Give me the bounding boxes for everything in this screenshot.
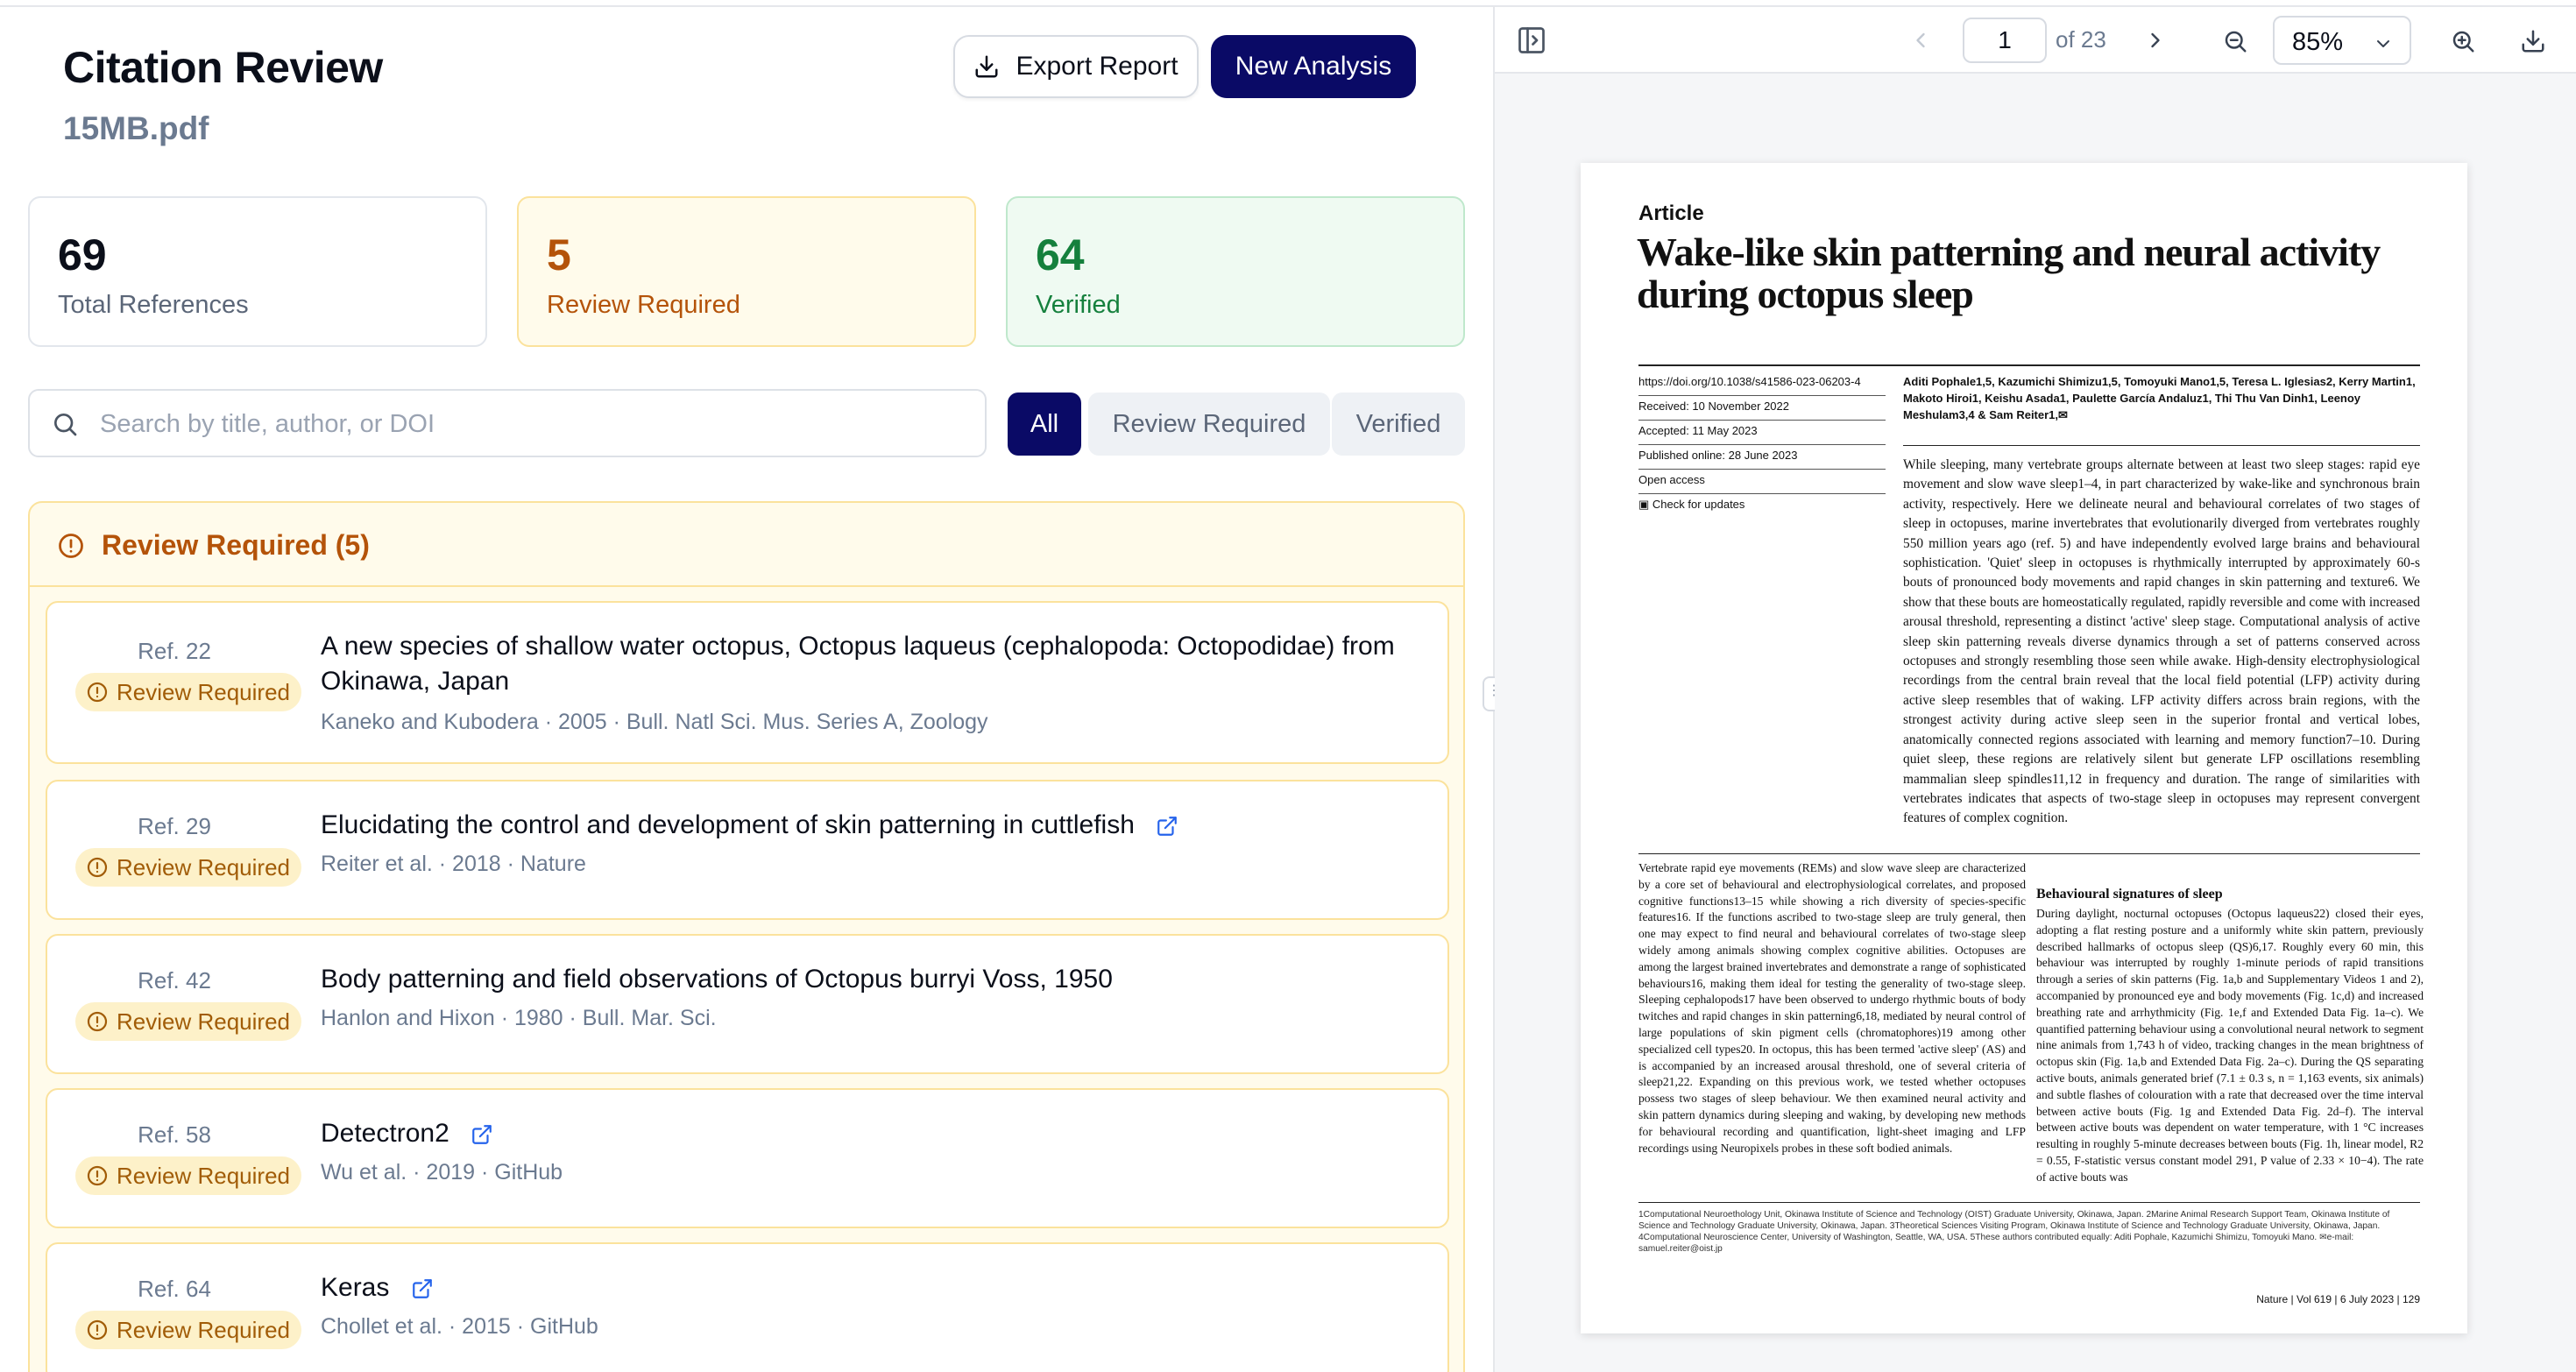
badge-label: Review Required: [117, 853, 290, 880]
sidebar-toggle-icon[interactable]: [1516, 25, 1547, 56]
external-link-icon[interactable]: [1156, 815, 1178, 838]
pdf-published: Published online: 28 June 2023: [1638, 445, 1886, 470]
reference-title: [321, 962, 1425, 997]
stat-review-label: Review Required: [547, 291, 740, 319]
reference-number: Ref. 58: [138, 1121, 211, 1148]
filter-verified-tab[interactable]: Verified: [1332, 393, 1465, 456]
file-name: 15MB.pdf: [63, 110, 209, 146]
chevron-down-icon: [2373, 33, 2394, 54]
reference-title: [321, 1270, 1425, 1305]
stat-total-references: [28, 196, 487, 347]
badge-label: Review Required: [117, 1162, 290, 1189]
review-required-badge: [75, 1311, 301, 1349]
pdf-toolbar: [1495, 7, 2576, 74]
pdf-accepted: Accepted: 11 May 2023: [1638, 421, 1886, 445]
chevron-right-icon[interactable]: [2143, 28, 2168, 53]
reference-meta: Hanlon and Hixon · 1980 · Bull. Mar. Sci.: [321, 1006, 717, 1030]
pdf-abstract: While sleeping, many vertebrate groups alternate between at least two sleep stages: rapid eye movement and slow wave sleep1–4, in part characterized by wake-like and synchronous brain activity, respectively. Here we delineate neural and behavioural correlates of two stages of sleep in octopuses, marine invertebrates that evolutionarily diverged from vertebrates roughly 550 million years ago (ref. 5) and have independently evolved large brains and behavioural sophistication. 'Quiet' sleep in octopuses is rhythmically interrupted by approximately 60-s bouts of pronounced body movements and rapid changes in skin patterning and texture6. We show that these bouts are homeostatically regulated, rapidly reversible and come with increased arousal threshold, representing a distinct 'active' sleep stage. Computational analysis of active sleep skin patterning reveals diverse dynamics through a set of patterns conserved across octopuses and strongly resembling those seen while awake. High-density electrophysiological recordings from the central brain reveal that the local field potential (LFP) activity during active sleep resembles that of waking. LFP activity differs across brain regions, with the strongest activity during active sleep seen in the superior frontal and vertical lobes, anatomically connected regions associated with learning and memory function7–10. During quiet sleep, these regions are relatively silent but generate LFP oscillations resembling mammalian sleep spindles11,12 in frequency and duration. The range of similarities with vertebrates indicates that aspects of two-stage sleep in octopuses may represent convergent features of complex cognition.: [1903, 457, 2420, 826]
pdf-open-access: Open access: [1638, 470, 1886, 494]
page-title: Citation Review: [63, 43, 383, 92]
download-icon[interactable]: [2520, 28, 2546, 54]
external-link-icon[interactable]: [471, 1123, 493, 1146]
zoom-select[interactable]: [2273, 16, 2411, 65]
reference-title: [321, 629, 1425, 699]
reference-meta: Reiter et al. · 2018 · Nature: [321, 852, 586, 876]
stat-verified-label: Verified: [1036, 291, 1121, 319]
export-report-label: Export Report: [1016, 52, 1178, 81]
review-required-badge: [75, 673, 301, 711]
pdf-rule: [1903, 445, 2420, 446]
pdf-body-heading: Behavioural signatures of sleep: [2036, 887, 2223, 902]
pdf-viewer: [1495, 7, 2576, 1372]
pdf-page: [1581, 163, 2467, 1333]
pdf-doi: https://doi.org/10.1038/s41586-023-06203-4: [1638, 371, 1886, 396]
reference-card[interactable]: [46, 934, 1449, 1074]
pdf-received: Received: 10 November 2022: [1638, 396, 1886, 421]
reference-card[interactable]: [46, 780, 1449, 920]
pdf-authors: Aditi Pophale1,5, Kazumichi Shimizu1,5, Tomoyuki Mano1,5, Teresa L. Iglesias2, Kerry Martin1, Makoto Hiroi1, Keishu Asada1, Paulette García Andaluz1, Thi Thu Van Dinh1, Leenoy Meshulam3,4 & Sam Reiter1,✉: [1903, 375, 2416, 421]
citation-review-panel: [0, 7, 1493, 1372]
reference-title-text: Elucidating the control and development of skin patterning in cuttlefish: [321, 810, 1135, 839]
review-required-section: [28, 501, 1465, 1372]
external-link-icon[interactable]: [411, 1277, 434, 1300]
reference-number: Ref. 64: [138, 1276, 211, 1302]
search-icon: [51, 410, 79, 438]
reference-card[interactable]: [46, 601, 1449, 764]
pdf-page-footer: Nature | Vol 619 | 6 July 2023 | 129: [2256, 1293, 2420, 1305]
export-report-button[interactable]: [953, 35, 1199, 98]
search-box: [28, 389, 987, 457]
pdf-rule: [1638, 1202, 2420, 1203]
pdf-body-right: During daylight, nocturnal octopuses (Octopus laqueus22) closed their eyes, adopting a flat resting posture and a uniformly white skin pattern, previously described hallmarks of octopus sleep (QS)6,17. Roughly every 60 min, this behaviour was interrupted by roughly 1-minute periods of rapid transitions through a series of skin patterns (Fig. 1a,b and Supplementary Videos 1 and 2), accompanied by pronounced eye and body movements (Fig. 1c,d) and increased breathing rate and arrhythmicity (Fig. 1e,f and Extended Data Fig. 1a–c). We quantified patterning behaviour using a convolutional neural network to segment nine animals from 1,743 h of video, tracking changes in the mean brightness of octopus skin (Fig. 1a,b and Extended Data Fig. 2a–c). During the QS separating active bouts, animals generated brief (7.1 ± 0.3 s, n = 1,163 events, six animals) and subtle flashes of colouration with a rate that decreased over the time interval between active bouts (Fig. 1g and Extended Data Fig. 2d–f). The interval between active bouts was dependent on water temperature, with 1 °C increases resulting in roughly 5-minute decreases between bouts (Fig. 1h, linear model, R2 = 0.55, F-statistic versus constant model 291, P value of 2.33 × 10−4). The rate of active bouts was: [2036, 907, 2424, 1184]
reference-title-text: A new species of shallow water octopus, Octopus laqueus (cephalopoda: Octopodidae) from Okinawa, Japan: [321, 632, 1395, 696]
reference-title: [321, 1116, 1425, 1151]
new-analysis-label: New Analysis: [1235, 52, 1392, 81]
stat-total-label: Total References: [58, 291, 249, 319]
reference-meta: Kaneko and Kubodera · 2005 · Bull. Natl Sci. Mus. Series A, Zoology: [321, 710, 988, 734]
review-required-badge: [75, 1156, 301, 1195]
reference-title-text: Keras: [321, 1273, 390, 1302]
page-number-input[interactable]: 1: [1963, 18, 2047, 63]
reference-number: Ref. 29: [138, 813, 211, 839]
badge-label: Review Required: [117, 1008, 290, 1035]
stat-review-value: 5: [547, 230, 571, 279]
stat-verified-value: 64: [1036, 230, 1085, 279]
new-analysis-button[interactable]: [1211, 35, 1416, 98]
pdf-check-updates: ▣ Check for updates: [1638, 498, 1745, 511]
stat-total-value: 69: [58, 230, 107, 279]
reference-meta: Wu et al. · 2019 · GitHub: [321, 1160, 563, 1185]
pdf-rule: [1638, 853, 2420, 854]
alert-circle-icon: [87, 1319, 108, 1340]
alert-circle-icon: [58, 533, 84, 559]
badge-label: Review Required: [117, 678, 290, 705]
search-input[interactable]: [100, 403, 959, 445]
reference-card[interactable]: [46, 1242, 1449, 1372]
alert-circle-icon: [87, 1165, 108, 1186]
download-icon: [973, 53, 1000, 80]
section-title: Review Required (5): [102, 529, 370, 561]
reference-number: Ref. 42: [138, 967, 211, 994]
pdf-article-info: [1638, 371, 1886, 519]
zoom-value: 85%: [2292, 28, 2344, 56]
pdf-footnote: 1Computational Neuroethology Unit, Okinawa Institute of Science and Technology (OIST) Graduate University, Okinawa, Japan. 2Marine Animal Research Support Team, Okinawa Institute of Science and Technology Graduate University, Okinawa, Japan. 3Theoretical Sciences Visiting Program, Okinawa Institute of Science and Technology Graduate University, Okinawa, Japan. 4Computational Neuroscience Center, University of Washington, Seattle, WA, USA. 5These authors contributed equally: Aditi Pophale, Kazumichi Shimizu, Tomoyuki Mano. ✉e-mail: samuel.reiter@oist.jp: [1638, 1210, 2390, 1254]
pdf-body-left: Vertebrate rapid eye movements (REMs) and slow wave sleep are characterized by a core set of behavioural and electrophysiological correlates, and proposed cognitive functions13–15 while showing a rich diversity of species-specific features16. If the functions ascribed to two-stage sleep are truly general, then one may expect to find neural and behavioural correlates of two-stage sleep widely among animals showing complex cognitive abilities. Octopuses are among the largest brained invertebrates and demonstrate a range of sophisticated behaviours16, making them ideal for testing the generality of two-stage sleep. Sleeping cephalopods17 have been observed to undergo rhythmic bouts of body twitches and rapid changes in skin patterning6,18, mediated by neural control of large populations of skin pigment cells (chromatophores)19 among other specialized cell types20. In octopus, this has been termed 'active sleep' (AS) and is accompanied by an increased arousal threshold, one of several criteria of sleep21,22. Expanding on this previous work, we tested whether octopuses possess two stages of sleep behaviour. We then examined neural activity and skin pattern dynamics during sleeping and waking, by developing new methods for behavioural recording and quantification, light-sheet imaging and LFP recordings using Neuropixels probes in these soft bodied animals.: [1638, 861, 2026, 1155]
pdf-rule: [1638, 364, 2420, 366]
reference-title-text: Detectron2: [321, 1119, 449, 1148]
alert-circle-icon: [87, 682, 108, 703]
zoom-out-icon[interactable]: [2222, 28, 2248, 54]
pdf-title: Wake-like skin patterning and neural activity during octopus sleep: [1637, 230, 2381, 316]
top-border: [0, 0, 2576, 7]
reference-meta: Chollet et al. · 2015 · GitHub: [321, 1314, 598, 1339]
reference-title: [321, 808, 1425, 843]
chevron-left-icon[interactable]: [1908, 28, 1933, 53]
reference-number: Ref. 22: [138, 638, 211, 664]
zoom-in-icon[interactable]: [2450, 28, 2476, 54]
pdf-check-updates-label: Check for updates: [1652, 498, 1745, 511]
reference-card[interactable]: [46, 1088, 1449, 1228]
filter-all-tab[interactable]: All: [1008, 393, 1081, 456]
review-required-badge: [75, 848, 301, 887]
reference-title-text: Body patterning and field observations of Octopus burryi Voss, 1950: [321, 965, 1113, 994]
alert-circle-icon: [87, 857, 108, 878]
section-header: [30, 503, 1463, 587]
stat-verified[interactable]: [1006, 196, 1465, 347]
page-count: of 23: [2056, 26, 2106, 53]
stat-review-required[interactable]: [517, 196, 976, 347]
badge-label: Review Required: [117, 1316, 290, 1343]
review-required-badge: [75, 1002, 301, 1041]
pdf-article-label: Article: [1638, 202, 1704, 225]
alert-circle-icon: [87, 1011, 108, 1032]
filter-review-required-tab[interactable]: Review Required: [1088, 393, 1330, 456]
